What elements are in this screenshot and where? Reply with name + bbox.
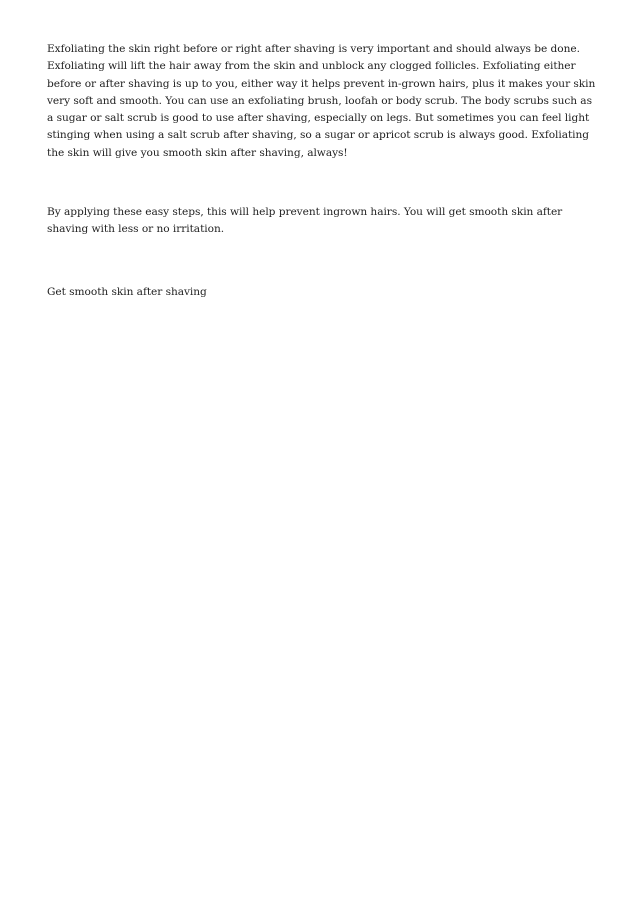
paragraph-exfoliating: Exfoliating the skin right before or right after shaving is very important and should always be done. Exfoliating will lift the hair away from the skin and unblock any clogged follicles. Exfoliating either before or after shaving is up to you, either way it helps prevent in-grown hairs, plus it makes your skin very soft and smooth. You can use an exfoliating brush, loofah or body scrub. The body scrubs such as a sugar or salt scrub is good to use after shaving, especially on legs. But sometimes you can feel light stinging when using a salt scrub after shaving, so a sugar or apricot scrub is always good. Exfoliating the skin will give you smooth skin after shaving, always! <box>47 43 596 159</box>
paragraph-easy-steps: By applying these easy steps, this will help prevent ingrown hairs. You will get smooth skin after shaving with less or no irritation. <box>47 206 563 236</box>
paragraph-closing-line: Get smooth skin after shaving <box>47 286 207 298</box>
